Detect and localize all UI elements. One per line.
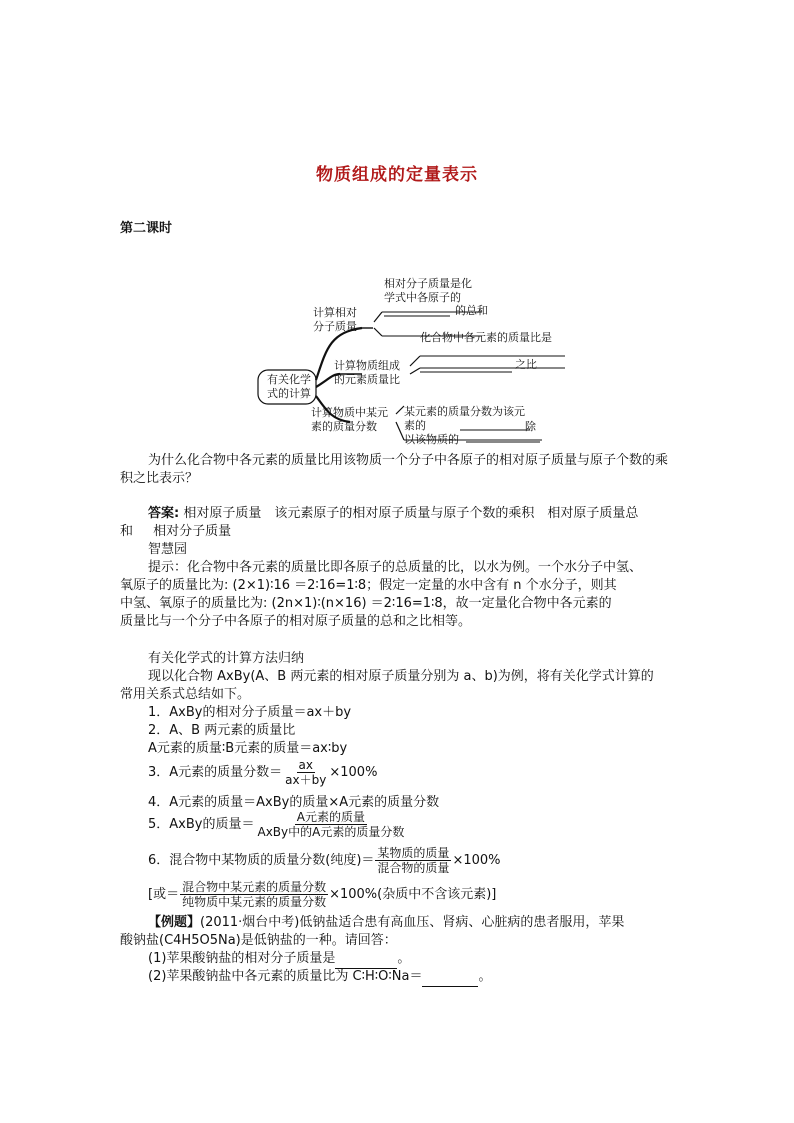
answer-text-2: 相对分子质量 <box>153 524 232 539</box>
answer-line-2 <box>120 523 231 541</box>
formula-7-suffix: ×100%(杂质中不含该元素)] <box>329 887 497 902</box>
branch-1-desc-tail: 的总和 <box>455 304 488 317</box>
formula-4: 4．A元素的质量＝AxBy的质量×A元素的质量分数 <box>148 795 440 810</box>
lesson-heading: 第二课时 <box>120 221 173 236</box>
formula-5-numerator: A元素的质量 <box>296 810 366 824</box>
answer-line-1 <box>148 505 638 523</box>
branch-3-label <box>311 406 388 434</box>
formula-6-prefix: 6．混合物中某物质的质量分数(纯度)＝ <box>148 853 375 868</box>
branch-1-label <box>313 306 357 334</box>
method-title: 有关化学式的计算方法归纳 <box>148 651 305 666</box>
example-q1-text: (1)苹果酸钠盐的相对分子质量是 <box>148 951 336 966</box>
branch-3-desc-tail: 除 <box>525 420 536 433</box>
branch-3-desc-line-3: 以该物质的 <box>404 433 459 446</box>
formula-6-numerator: 某物质的质量 <box>377 846 450 860</box>
formula-7-denominator: 纯物质中某元素的质量分数 <box>182 895 327 909</box>
branch-2-desc-tail: 之比 <box>515 358 537 371</box>
formula-5-denominator: AxBy中的A元素的质量分数 <box>257 825 405 839</box>
branch-1-desc-line-1: 相对分子质量是化 <box>384 277 472 290</box>
formula-1: 1．AxBy的相对分子质量＝ax＋by <box>148 705 352 720</box>
hint-line-2: 氧原子的质量比为: (2×1)∶16 ＝2∶16=1∶8；假定一定量的水中含有 n 个水分子，则其 <box>120 578 617 593</box>
formula-6-fraction <box>375 846 451 875</box>
branch-2-desc: 化合物中各元素的质量比是 <box>420 331 552 344</box>
formula-5-prefix: 5．AxBy的质量＝ <box>148 817 255 832</box>
branch-2-label <box>334 359 400 387</box>
branch-3-desc-line-1: 某元素的质量分数为该元 <box>404 405 525 418</box>
branch-1-desc-line-2: 学式中各原子的 <box>384 291 461 304</box>
branch-1-label-line-1: 计算相对 <box>313 306 357 319</box>
formula-6-denominator: 混合物的质量 <box>377 861 450 875</box>
branch-2-label-line-2: 的元素质量比 <box>334 373 400 386</box>
page-title: 物质组成的定量表示 <box>316 165 478 185</box>
branch-1-desc <box>384 277 472 305</box>
example-q1-blank[interactable] <box>335 950 397 969</box>
example-q2-text: (2)苹果酸钠盐中各元素的质量比为 C∶H∶O∶Na＝ <box>148 969 423 984</box>
hint-line-3: 中氢、氧原子的质量比为: (2n×1)∶(n×16) ＝2∶16=1∶8，故一定量化合物中各元素的 <box>120 596 612 611</box>
formula-2: 2．A、B 两元素的质量比 <box>148 723 296 738</box>
zhihuiyuan-heading: 智慧园 <box>148 542 188 557</box>
example-q2-end: 。 <box>478 969 492 984</box>
branch-3-desc <box>404 405 525 433</box>
example-line-2: 酸钠盐(C4H5O5Na)是低钠盐的一种。请回答： <box>120 933 397 948</box>
example-label: 【例题】 <box>148 915 201 930</box>
branch-3-label-line-1: 计算物质中某元 <box>311 406 388 419</box>
answer-label: 答案: <box>148 506 180 521</box>
hint-line-4: 质量比与一个分子中各原子的相对原子质量的总和之比相等。 <box>120 614 472 629</box>
branch-1-label-line-2: 分子质量 <box>313 320 357 333</box>
branch-2-label-line-1: 计算物质组成 <box>334 359 400 372</box>
example-q2-blank[interactable] <box>422 968 478 987</box>
formula-7-prefix: [或＝ <box>148 887 180 902</box>
example-q1 <box>148 950 410 969</box>
formula-5-fraction <box>255 810 406 839</box>
answer-prefix: 和 <box>120 524 134 539</box>
formula-5 <box>148 810 407 839</box>
formula-3 <box>148 758 377 787</box>
hint-line-1: 提示：化合物中各元素的质量比即各原子的总质量的比，以水为例。一个水分子中氢、 <box>148 560 643 575</box>
branch-3-label-line-2: 素的质量分数 <box>311 420 377 433</box>
formula-3-fraction <box>283 758 328 787</box>
formula-6 <box>148 846 501 875</box>
formula-7 <box>148 880 496 909</box>
formula-7-fraction <box>180 880 328 909</box>
example-q1-end: 。 <box>397 951 411 966</box>
root-line-1: 有关化学 <box>267 373 311 386</box>
formula-6-suffix: ×100% <box>452 853 501 868</box>
formula-7-numerator: 混合物中某元素的质量分数 <box>182 880 327 894</box>
intro-line-2: 常用关系式总结如下。 <box>120 687 251 702</box>
formula-3-suffix: ×100% <box>329 765 378 780</box>
branch-3-desc-line-2: 素的 <box>404 419 426 432</box>
example-q2 <box>148 968 492 987</box>
formula-3-numerator: ax <box>298 758 313 772</box>
root-line-2: 式的计算 <box>267 387 311 400</box>
formula-3-prefix: 3．A元素的质量分数＝ <box>148 765 283 780</box>
concept-map-root <box>261 373 317 401</box>
intro-line-1: 现以化合物 AxBy(A、B 两元素的相对原子质量分别为 a、b)为例，将有关化学式计算的 <box>148 669 654 684</box>
formula-2b: A元素的质量∶B元素的质量＝ax∶by <box>148 741 348 756</box>
answer-text-1: 相对原子质量 该元素原子的相对原子质量与原子个数的乘积 相对原子质量总 <box>183 506 639 521</box>
example-line-1 <box>148 914 624 932</box>
formula-3-denominator: ax＋by <box>285 773 327 787</box>
example-text-1: (2011·烟台中考)低钠盐适合患有高血压、肾病、心脏病的患者服用，苹果 <box>200 915 625 930</box>
question-text: 为什么化合物中各元素的质量比用该物质一个分子中各原子的相对原子质量与原子个数的乘积之比表示？ <box>120 453 669 486</box>
